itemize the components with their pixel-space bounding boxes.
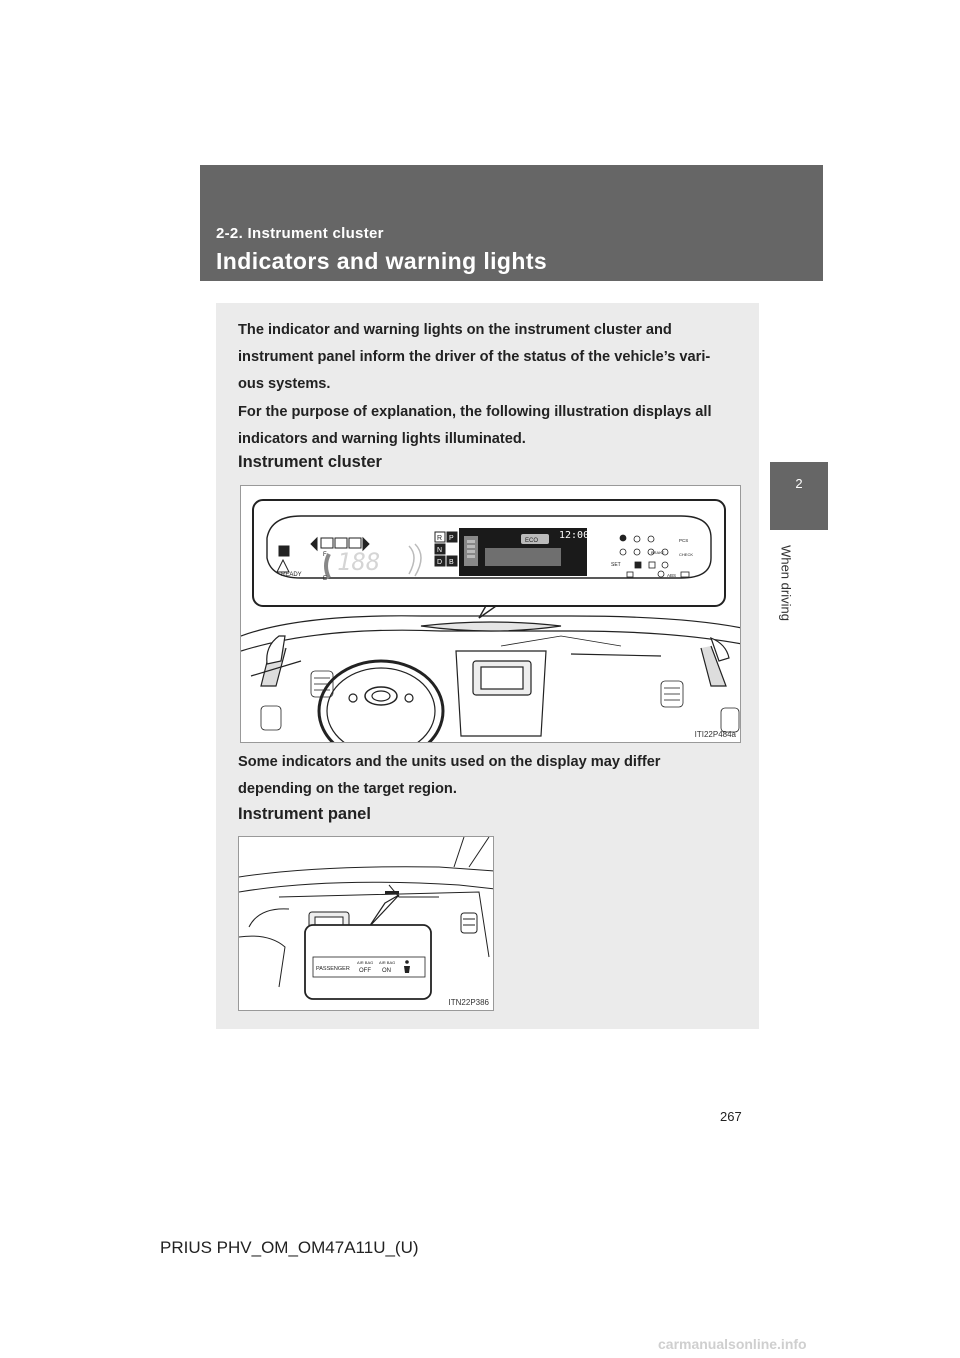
text-line: ous systems. bbox=[238, 376, 331, 392]
intro-paragraph-1 bbox=[238, 317, 736, 398]
cluster-heading: Instrument cluster bbox=[238, 453, 382, 471]
pcs-indicator: PCS bbox=[679, 538, 689, 543]
figure-id: ITN22P386 bbox=[448, 998, 489, 1007]
watermark: carmanualsonline.info bbox=[658, 1336, 807, 1352]
gear-n: N bbox=[437, 547, 443, 554]
instrument-panel-figure bbox=[238, 836, 494, 1011]
fuel-full-label: F bbox=[323, 552, 327, 558]
text-line: For the purpose of explanation, the following illustration displays all bbox=[238, 404, 712, 420]
airbag-off-label: OFF bbox=[359, 968, 371, 974]
text-line: Some indicators and the units used on the display may differ bbox=[238, 754, 661, 770]
text-line: depending on the target region. bbox=[238, 781, 457, 797]
clock-readout: 12:00 bbox=[559, 530, 590, 541]
airbag-off-label-top: AIR BAG bbox=[357, 960, 374, 965]
passenger-label: PASSENGER bbox=[316, 966, 350, 972]
page-title: Indicators and warning lights bbox=[216, 248, 548, 274]
panel-heading: Instrument panel bbox=[238, 805, 371, 823]
instrument-panel-illustration bbox=[239, 837, 494, 1011]
airbag-on-label-top: AIR BAG bbox=[379, 960, 396, 965]
eco-indicator: ECO bbox=[525, 538, 539, 544]
region-note bbox=[238, 749, 736, 803]
abs-indicator: ABS bbox=[667, 573, 677, 578]
chapter-header bbox=[200, 165, 823, 281]
set-indicator: SET bbox=[611, 562, 621, 568]
content-box bbox=[216, 303, 759, 1029]
text-line: instrument panel inform the driver of the status of the vehicle’s vari- bbox=[238, 349, 711, 365]
instrument-cluster-figure bbox=[240, 485, 741, 743]
page-number: 267 bbox=[720, 1109, 742, 1124]
chapter-tab bbox=[770, 462, 828, 530]
intro-paragraph-2 bbox=[238, 399, 736, 453]
gear-b: B bbox=[449, 559, 454, 566]
speed-readout: 188 bbox=[337, 548, 381, 576]
airbag-on-label: ON bbox=[382, 968, 391, 974]
gear-r: R bbox=[437, 535, 443, 542]
gear-p: P bbox=[449, 535, 454, 542]
figure-id: ITI22P484a bbox=[694, 730, 736, 739]
instrument-cluster-illustration bbox=[241, 486, 741, 743]
text-line: indicators and warning lights illuminated. bbox=[238, 431, 526, 447]
text-line: The indicator and warning lights on the instrument cluster and bbox=[238, 322, 672, 338]
brake-indicator: BRAKE bbox=[651, 550, 665, 555]
chapter-number: 2 bbox=[795, 476, 803, 491]
document-footer: PRIUS PHV_OM_OM47A11U_(U) bbox=[160, 1238, 419, 1257]
ready-indicator: READY bbox=[281, 572, 302, 578]
gear-d: D bbox=[437, 559, 443, 566]
fuel-empty-label: E bbox=[323, 576, 328, 582]
chapter-side-label bbox=[774, 538, 798, 628]
section-label: 2-2. Instrument cluster bbox=[216, 225, 384, 242]
check-indicator: CHECK bbox=[679, 552, 694, 557]
chapter-label-text: When driving bbox=[778, 545, 794, 621]
